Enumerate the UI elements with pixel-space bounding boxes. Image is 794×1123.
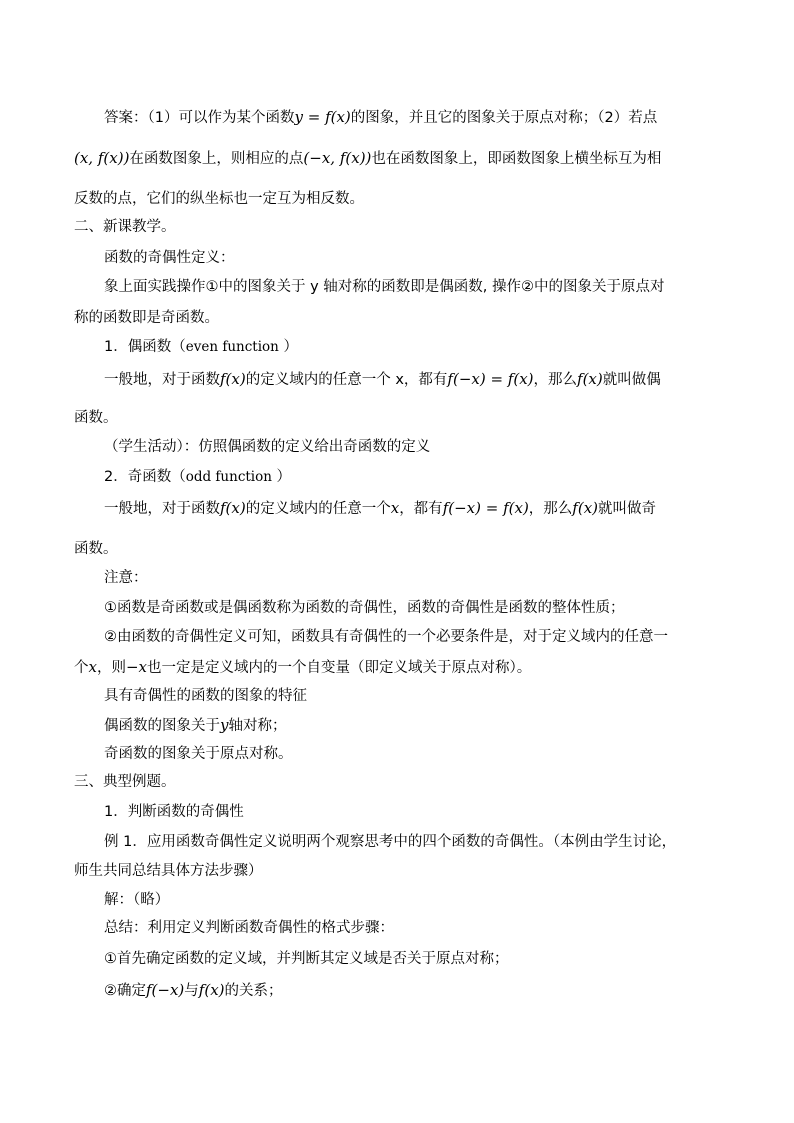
example-1-line-2: [0, 861, 794, 881]
text-run: 偶函数的图象关于: [104, 718, 220, 734]
text-run: （学生活动）：仿照偶函数的定义给出奇函数的定义: [104, 439, 431, 455]
even-def-line-1: [0, 369, 794, 390]
odd-def-line-1: [0, 498, 794, 519]
math-expression: f(x): [220, 370, 246, 388]
text-run: 师生共同总结具体方法步骤）: [74, 863, 263, 879]
text-run: 三、典型例题。: [74, 774, 176, 790]
text-run: 在函数图象上，则相应的点: [129, 151, 304, 167]
math-expression: f(x): [572, 499, 599, 517]
text-run: 函数。: [74, 410, 118, 426]
note-2-line-2: [0, 657, 794, 678]
summary: [0, 918, 794, 938]
text-run: ，那么: [533, 372, 578, 388]
math-expression: f(x): [220, 499, 246, 517]
text-run: 一般地，对于函数: [104, 501, 220, 517]
step-2: [0, 980, 794, 1001]
text-run: 也在函数图象上，即函数图象上横坐标互为相: [371, 151, 662, 167]
math-expression: f(x): [577, 370, 603, 388]
text-run: 个: [74, 660, 89, 676]
text-run: 2．奇函数（: [104, 469, 186, 485]
math-expression: (x, f(x)): [74, 149, 130, 167]
text-run: 也一定是定义域内的一个自变量（即定义域关于原点对称）。: [147, 660, 532, 676]
text-run: 反数的点，它们的纵坐标也一定互为相反数。: [74, 191, 364, 207]
text-run: 1．判断函数的奇偶性: [104, 804, 244, 820]
math-expression: f(x): [198, 981, 225, 999]
definition-heading: [0, 248, 794, 268]
note-heading: [0, 568, 794, 588]
text-run: ，都有: [399, 501, 443, 517]
math-expression: y = f(x): [294, 108, 351, 126]
even-def-line-2: [0, 408, 794, 428]
text-run: 就叫做奇: [598, 501, 657, 517]
math-expression: f(−x) = f(x): [442, 499, 529, 517]
text-run: 二、新课教学。: [74, 219, 176, 235]
text-run: ②由函数的奇偶性定义可知，函数具有奇偶性的一个必要条件是，对于定义域内的任意一: [104, 629, 668, 645]
odd-heading: [0, 467, 794, 487]
answer-line-3: [0, 189, 794, 209]
text-run: 轴对称；: [228, 718, 287, 734]
note-1: [0, 598, 794, 618]
text-run: 的定义域内的任意一个: [245, 501, 391, 517]
features-heading: [0, 686, 794, 706]
section-2-heading: [0, 217, 794, 237]
text-run: 1．偶函数（: [104, 339, 186, 355]
answer-line-2: [0, 148, 794, 169]
example-1-line-1: [0, 832, 794, 852]
text-run: 总结：利用定义判断函数奇偶性的格式步骤：: [104, 920, 394, 936]
text-run: ①首先确定函数的定义域，并判断其定义域是否关于原点对称；: [104, 951, 509, 967]
feature-even: [0, 715, 794, 736]
text-run: 与: [184, 983, 199, 999]
text-run: 就叫做偶: [602, 372, 661, 388]
intro-line-1: [0, 277, 794, 297]
intro-line-2: [0, 308, 794, 328]
student-activity: [0, 437, 794, 457]
text-run: odd function: [185, 469, 272, 485]
text-run: 解：（略）: [104, 892, 170, 908]
math-expression: y: [220, 716, 229, 734]
even-heading: [0, 337, 794, 357]
feature-odd: [0, 744, 794, 764]
text-run: 函数的奇偶性定义：: [104, 250, 235, 266]
note-2-line-1: [0, 627, 794, 647]
text-run: 函数。: [74, 541, 118, 557]
text-run: 奇函数的图象关于原点对称。: [104, 746, 293, 762]
text-run: even function: [185, 339, 279, 355]
step-1: [0, 949, 794, 969]
math-expression: f(−x) = f(x): [447, 370, 534, 388]
text-run: ①函数是奇函数或是偶函数称为函数的奇偶性，函数的奇偶性是函数的整体性质；: [104, 600, 625, 616]
math-expression: f(−x): [146, 981, 185, 999]
math-expression: x: [390, 499, 400, 517]
text-run: 例 1．应用函数奇偶性定义说明两个观察思考中的四个函数的奇偶性。（本例由学生讨论，: [104, 834, 677, 850]
math-expression: (−x, f(x)): [303, 149, 372, 167]
solution: [0, 890, 794, 910]
text-run: 的定义域内的任意一个 x，都有: [245, 372, 448, 388]
text-run: 一般地，对于函数: [104, 372, 220, 388]
text-run: ，则: [96, 660, 126, 676]
math-expression: −x: [125, 658, 147, 676]
text-run: 称的函数即是奇函数。: [74, 310, 219, 326]
answer-line-1: [0, 107, 794, 128]
text-run: 具有奇偶性的函数的图象的特征: [104, 688, 307, 704]
text-run: 象上面实践操作①中的图象关于 y 轴对称的函数即是偶函数, 操作②中的图象关于原点对: [104, 279, 665, 295]
text-run: ，那么: [528, 501, 573, 517]
text-run: 的关系；: [224, 983, 283, 999]
section-3-heading: [0, 772, 794, 792]
text-run: 注意：: [104, 570, 148, 586]
text-run: ②确定: [104, 983, 146, 999]
text-run: ）: [278, 339, 298, 355]
example-subheading: [0, 802, 794, 822]
math-expression: x: [88, 658, 97, 676]
text-run: ）: [271, 469, 292, 485]
odd-def-line-2: [0, 539, 794, 559]
text-run: 答案：（1）可以作为某个函数: [104, 110, 295, 126]
text-run: 的图象，并且它的图象关于原点对称；（2）若点: [350, 110, 658, 126]
